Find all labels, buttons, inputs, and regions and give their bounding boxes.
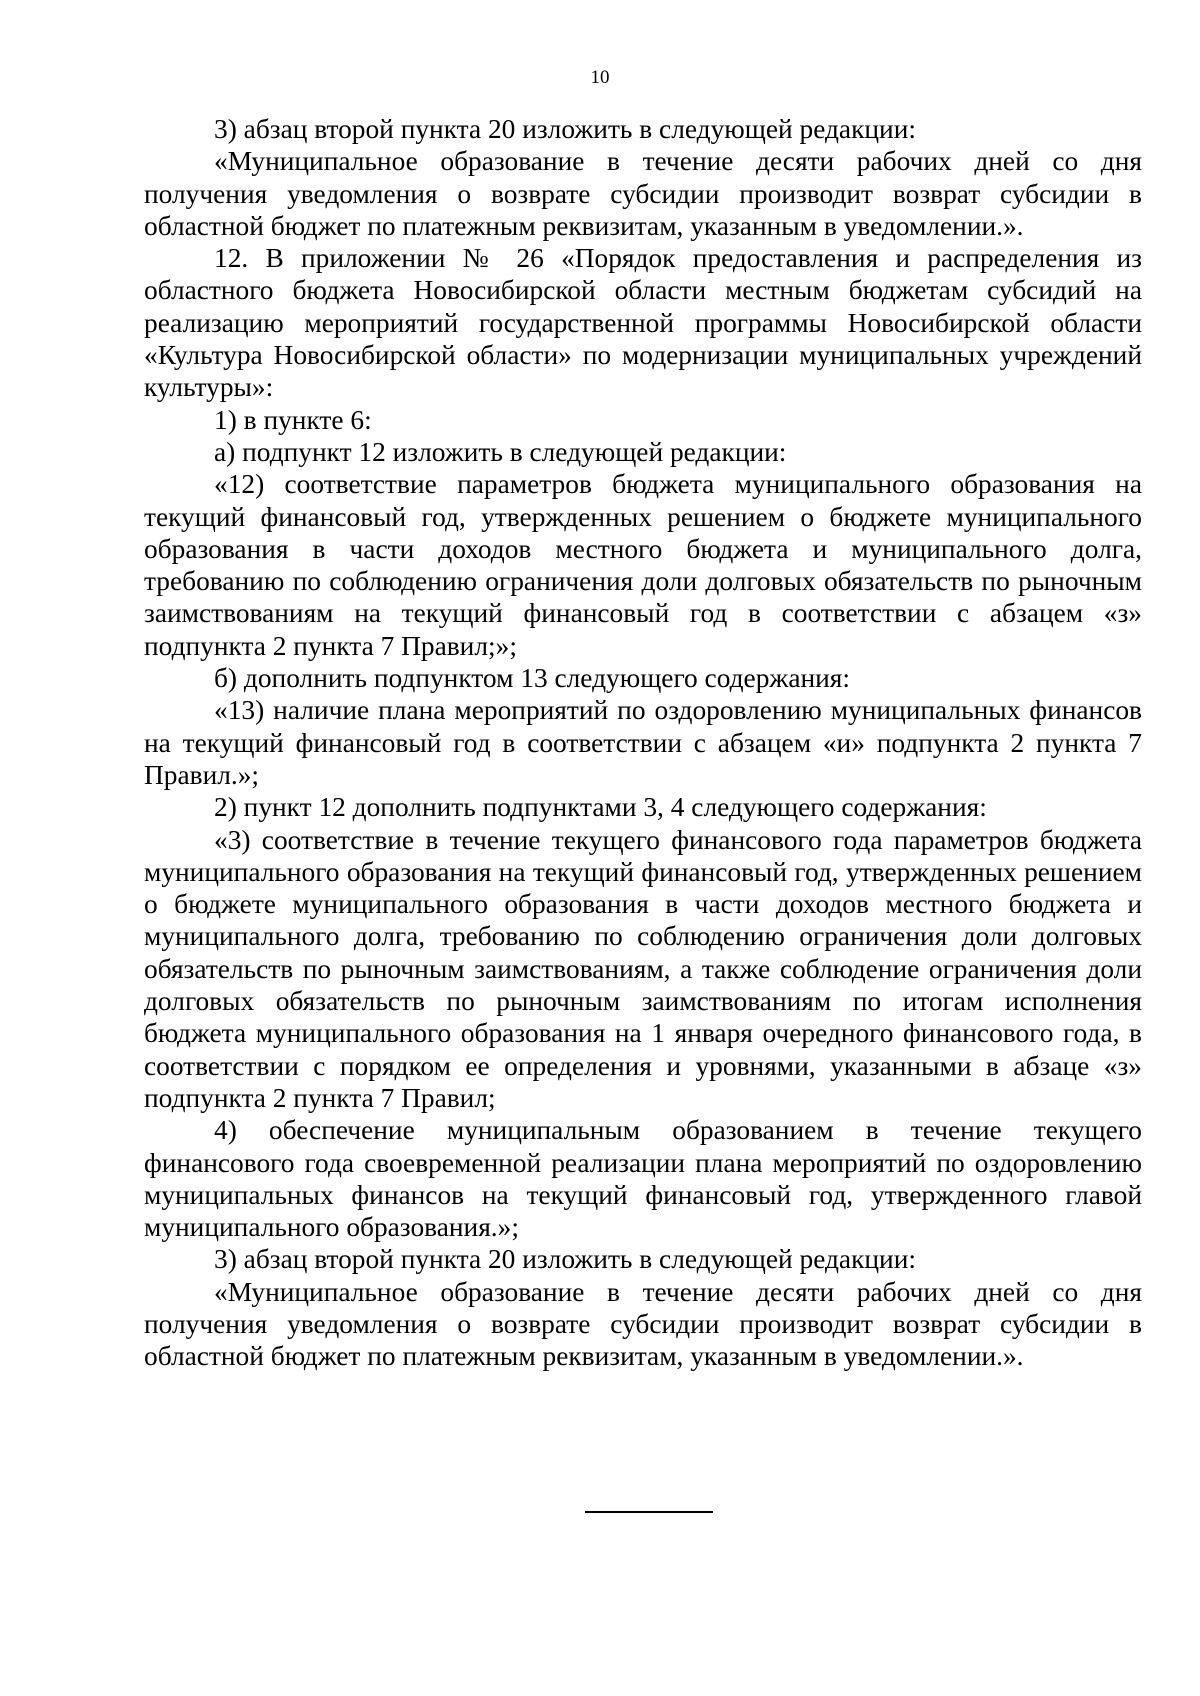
- paragraph-13: «Муниципальное образование в течение десяти рабочих дней со дня получения уведомления о возврате субсидии производит возврат субсидии в областной бюджет по платежным реквизитам, указанным в уведомлении.».: [144, 1276, 1142, 1372]
- paragraph-2: «Муниципальное образование в течение десяти рабочих дней со дня получения уведомления о возврате субсидии производит возврат субсидии в областной бюджет по платежным реквизитам, указанным в уведомлении.».: [144, 146, 1142, 241]
- paragraph-7: б) дополнить подпунктом 13 следующего содержания:: [214, 663, 851, 694]
- paragraph-8: «13) наличие плана мероприятий по оздоровлению муниципальных финансов на текущий финансовый год в соответствии с абзацем «и» подпункта 2 пункта 7 Правил.»;: [144, 695, 1142, 790]
- paragraph-6: «12) соответствие параметров бюджета муниципального образования на текущий финансовый год, утвержденных решением о бюджете муниципального образования в части доходов местного бюджета и муниципального долга, требованию по соблюдению ограничения доли долговых обязательств по рыночным заимствованиям на текущий финансовый год в соответствии с абзацем «з» подпункта 2 пункта 7 Правил;»;: [144, 469, 1142, 661]
- page-number: 10: [590, 67, 610, 88]
- paragraph-5: а) подпункт 12 изложить в следующей редакции:: [214, 436, 787, 467]
- paragraph-11: 4) обеспечение муниципальным образованием в течение текущего финансового года своевременной реализации плана мероприятий по оздоровлению муниципальных финансов на текущий финансовый год, утвержденного главой муниципального образования.»;: [144, 1115, 1142, 1243]
- paragraph-9: 2) пункт 12 дополнить подпунктами 3, 4 следующего содержания:: [214, 792, 987, 823]
- paragraph-3: 12. В приложении № 26 «Порядок предоставления и распределения из областного бюджета Новосибирской области местным бюджетам субсидий на реализацию мероприятий государственной программы Новосибирской области «Культура Новосибирской области» по модернизации муниципальных учреждений культуры»:: [144, 243, 1142, 403]
- paragraph-12: 3) абзац второй пункта 20 изложить в следующей редакции:: [214, 1244, 916, 1275]
- paragraph-10: «3) соответствие в течение текущего финансового года параметров бюджета муниципального образования на текущий финансовый год, утвержденных решением о бюджете муниципального образования в части доходов местного бюджета и муниципального долга, требованию по соблюдению ограничения доли долговых обязательств по рыночным заимствованиям, а также соблюдение ограничения доли долговых обязательств по рыночным заимствованиям по итогам исполнения бюджета муниципального образования на 1 января очередного финансового года, в соответствии с порядком ее определения и уровнями, указанными в абзаце «з» подпункта 2 пункта 7 Правил;: [144, 824, 1142, 1113]
- document-body: [144, 113, 1142, 1373]
- paragraph-4: 1) в пункте 6:: [214, 404, 372, 435]
- paragraph-1: 3) абзац второй пункта 20 изложить в следующей редакции:: [214, 114, 916, 144]
- end-of-document-rule: [585, 1511, 713, 1513]
